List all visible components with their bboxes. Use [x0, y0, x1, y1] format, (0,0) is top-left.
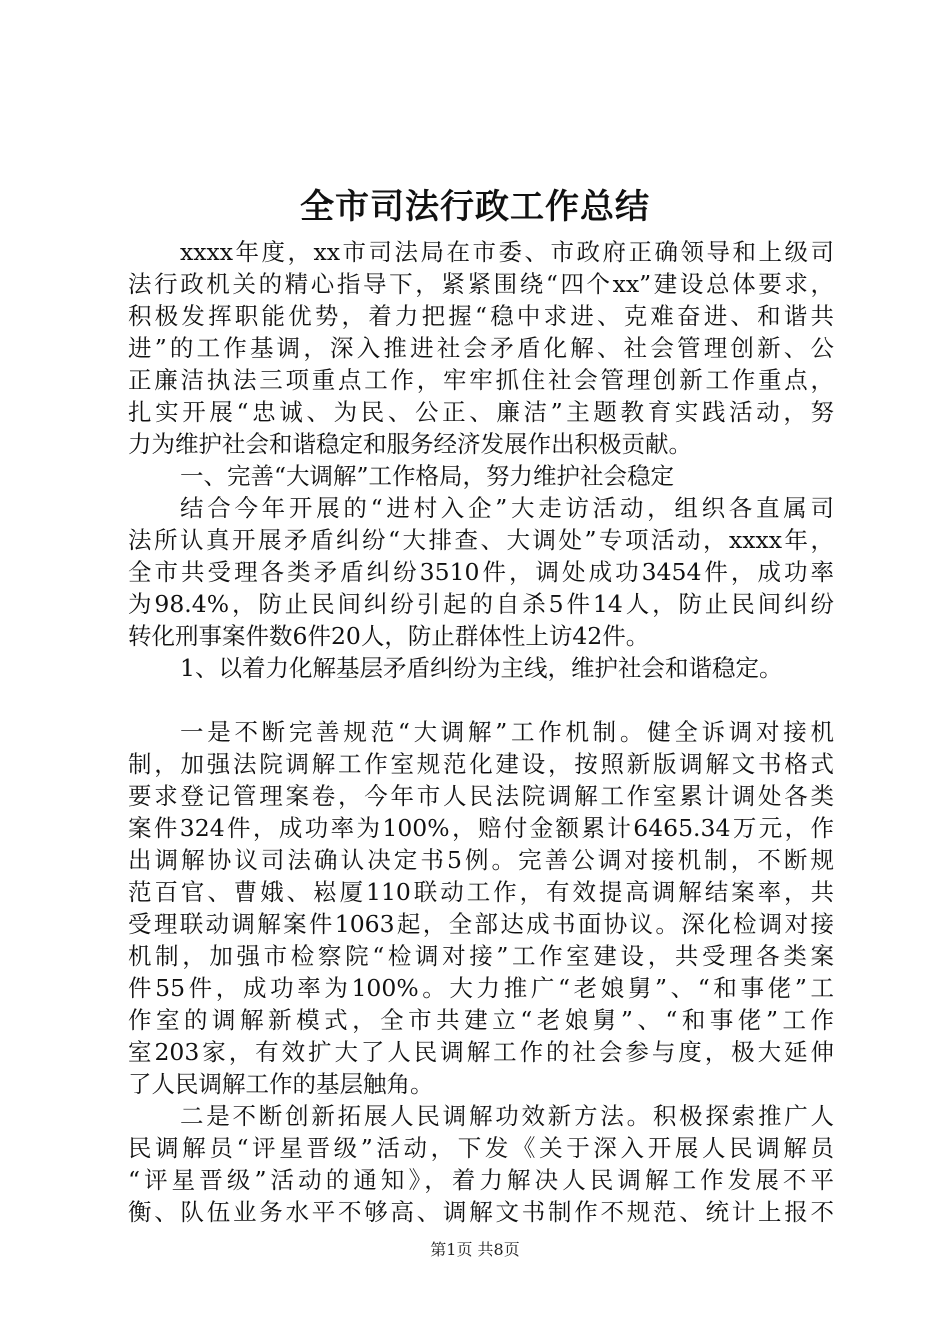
body-text-line: 法所认真开展矛盾纠纷“大排查、大调处”专项活动，xxxx年，	[128, 526, 834, 554]
body-text-line: 作室的调解新模式，全市共建立“老娘舅”、“和事佬”工作	[128, 1006, 834, 1034]
document-title: 全市司法行政工作总结	[300, 187, 650, 227]
body-text-line: 出调解协议司法确认决定书5例。完善公调对接机制，不断规	[128, 846, 834, 874]
body-text-line: 受理联动调解案件1063起，全部达成书面协议。深化检调对接	[128, 910, 834, 938]
body-text-line: 法行政机关的精心指导下，紧紧围绕“四个xx”建设总体要求，	[128, 270, 834, 298]
page-footer: 第1页 共8页	[430, 1240, 520, 1259]
document-body	[128, 236, 834, 1228]
body-text-line: 机制，加强市检察院“检调对接”工作室建设，共受理各类案	[128, 942, 834, 970]
body-text-line: 民调解员“评星晋级”活动，下发《关于深入开展人民调解员	[128, 1134, 834, 1162]
blank-line	[128, 684, 834, 716]
body-text-line: 1、以着力化解基层矛盾纠纷为主线，维护社会和谐稳定。	[180, 654, 783, 682]
body-text-line: 室203家，有效扩大了人民调解工作的社会参与度，极大延伸	[128, 1038, 834, 1066]
body-text-line: xxxx年度，xx市司法局在市委、市政府正确领导和上级司	[180, 238, 834, 266]
body-text-line: 全市共受理各类矛盾纠纷3510件，调处成功3454件，成功率	[128, 558, 834, 586]
body-text-line: 扎实开展“忠诚、为民、公正、廉洁”主题教育实践活动，努	[128, 398, 834, 426]
body-text-line: 进”的工作基调，深入推进社会矛盾化解、社会管理创新、公	[128, 334, 834, 362]
body-text-line: 了人民调解工作的基层触角。	[128, 1070, 434, 1098]
body-text-line: 结合今年开展的“进村入企”大走访活动，组织各直属司	[180, 494, 834, 522]
body-text-line: 一、完善“大调解”工作格局，努力维护社会稳定	[180, 462, 675, 490]
body-text-line: 案件324件，成功率为100%，赔付金额累计6465.34万元，作	[128, 814, 834, 842]
body-text-line: 要求登记管理案卷，今年市人民法院调解工作室累计调处各类	[128, 782, 834, 810]
body-text-line: 力为维护社会和谐稳定和服务经济发展作出积极贡献。	[128, 430, 692, 458]
body-text-line: 转化刑事案件数6件20人，防止群体性上访42件。	[128, 622, 650, 650]
body-text-line: 一是不断完善规范“大调解”工作机制。健全诉调对接机	[180, 718, 834, 746]
body-text-line: 二是不断创新拓展人民调解功效新方法。积极探索推广人	[180, 1102, 834, 1130]
body-text-line: 范百官、曹娥、崧厦110联动工作，有效提高调解结案率，共	[128, 878, 834, 906]
body-text-line: 制，加强法院调解工作室规范化建设，按照新版调解文书格式	[128, 750, 834, 778]
body-text-line: 为98.4%，防止民间纠纷引起的自杀5件14人，防止民间纠纷	[128, 590, 834, 618]
body-text-line: 件55件，成功率为100%。大力推广“老娘舅”、“和事佬”工	[128, 974, 834, 1002]
body-text-line: 正廉洁执法三项重点工作，牢牢抓住社会管理创新工作重点，	[128, 366, 834, 394]
body-text-line: 积极发挥职能优势，着力把握“稳中求进、克难奋进、和谐共	[128, 302, 834, 330]
body-text-line: “评星晋级”活动的通知》，着力解决人民调解工作发展不平	[128, 1166, 834, 1194]
body-text-line: 衡、队伍业务水平不够高、调解文书制作不规范、统计上报不	[128, 1198, 834, 1226]
